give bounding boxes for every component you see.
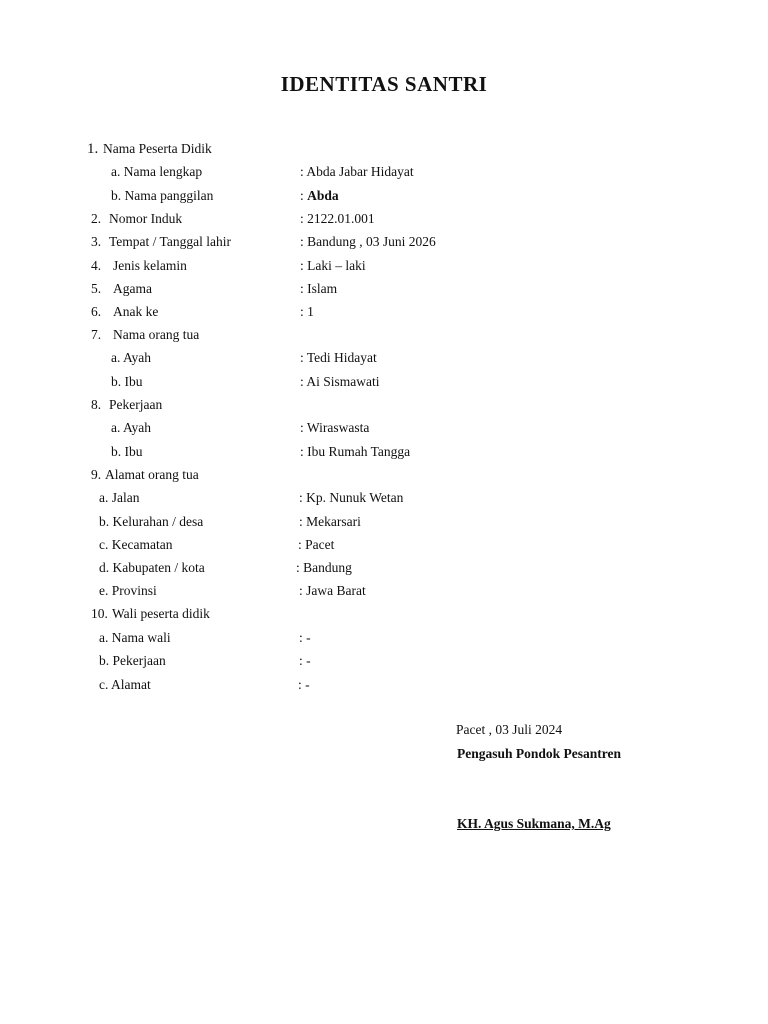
item-number: 1. xyxy=(87,141,99,157)
item-value: : Bandung xyxy=(296,560,352,575)
item-label: Pekerjaan xyxy=(109,397,163,412)
item-number: 9. xyxy=(91,467,102,482)
item-number: 3. xyxy=(91,234,102,249)
item-value-bold: Abda xyxy=(307,188,339,203)
item-label: b. Ibu xyxy=(111,444,143,459)
item-label: a. Ayah xyxy=(111,350,151,365)
item-value: : 2122.01.001 xyxy=(300,211,375,226)
item-label: Wali peserta didik xyxy=(112,606,210,621)
item-label: Nomor Induk xyxy=(109,211,183,226)
item-label: Anak ke xyxy=(113,304,159,319)
item-label: b. Pekerjaan xyxy=(99,653,166,668)
item-value: : Wiraswasta xyxy=(300,420,370,435)
item-value xyxy=(300,188,339,204)
item-label: Nama Peserta Didik xyxy=(103,141,212,156)
item-value: : Mekarsari xyxy=(299,514,361,529)
item-value: : - xyxy=(299,653,311,668)
item-label: Nama orang tua xyxy=(113,327,200,342)
item-value: : Jawa Barat xyxy=(299,583,366,598)
item-value: : - xyxy=(299,630,311,645)
page-title: IDENTITAS SANTRI xyxy=(280,72,488,96)
item-label: Jenis kelamin xyxy=(113,258,187,273)
item-label: a. Nama wali xyxy=(99,630,171,645)
item-label: c. Kecamatan xyxy=(99,537,173,552)
place-date: Pacet , 03 Juli 2024 xyxy=(456,722,563,737)
item-number: 10. xyxy=(91,606,108,621)
item-number: 6. xyxy=(91,304,102,319)
item-value: : 1 xyxy=(300,304,314,319)
item-value: : Bandung , 03 Juni 2026 xyxy=(300,234,436,249)
item-label: a. Ayah xyxy=(111,420,151,435)
item-label: b. Kelurahan / desa xyxy=(99,514,204,529)
item-value: : Pacet xyxy=(298,537,335,552)
item-number: 4. xyxy=(91,258,102,273)
item-label: c. Alamat xyxy=(99,677,151,692)
signer-name: KH. Agus Sukmana, M.Ag xyxy=(457,816,611,831)
item-label: b. Ibu xyxy=(111,374,143,389)
item-value: : Kp. Nunuk Wetan xyxy=(299,490,404,505)
item-label: Tempat / Tanggal lahir xyxy=(109,234,231,249)
item-label: a. Nama lengkap xyxy=(111,164,203,179)
item-label: a. Jalan xyxy=(99,490,140,505)
item-number: 8. xyxy=(91,397,102,412)
item-value: : Tedi Hidayat xyxy=(300,350,377,365)
item-value: : - xyxy=(298,677,310,692)
item-value-colon: : xyxy=(300,188,308,203)
item-number: 7. xyxy=(91,327,102,342)
item-label: Alamat orang tua xyxy=(105,467,199,482)
item-value: : Abda Jabar Hidayat xyxy=(300,164,414,179)
signer-role: Pengasuh Pondok Pesantren xyxy=(457,746,622,761)
item-label: e. Provinsi xyxy=(99,583,157,598)
item-number: 2. xyxy=(91,211,102,226)
item-value: : Ai Sismawati xyxy=(300,374,380,389)
item-value: : Islam xyxy=(300,281,338,296)
item-value: : Ibu Rumah Tangga xyxy=(300,444,411,459)
item-label: b. Nama panggilan xyxy=(111,188,214,203)
item-label: Agama xyxy=(113,281,152,296)
item-label: d. Kabupaten / kota xyxy=(99,560,205,575)
item-number: 5. xyxy=(91,281,102,296)
item-value: : Laki – laki xyxy=(300,258,366,273)
